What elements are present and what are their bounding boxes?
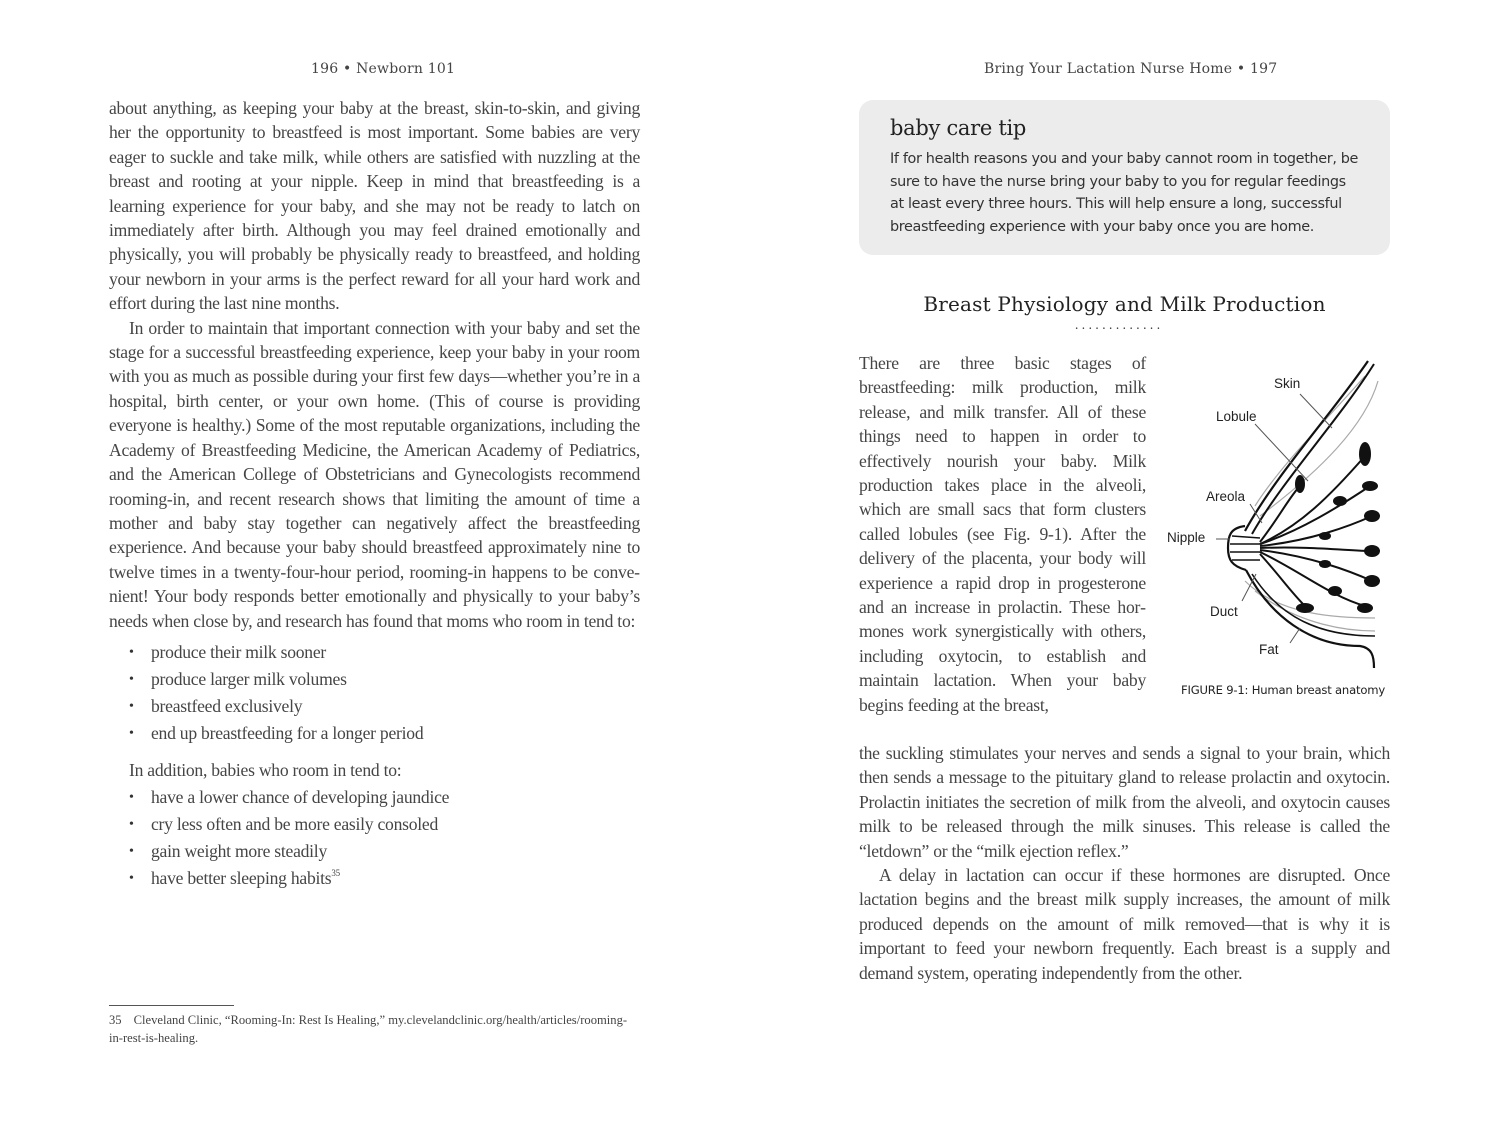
figure-caption: FIGURE 9-1: Human breast anatomy (1181, 683, 1385, 697)
list-item: • have better sleeping habits$^{35}$ (109, 865, 640, 892)
breast-anatomy-figure (1160, 356, 1390, 706)
list-item: • cry less often and be more easily consoled (109, 811, 640, 838)
paragraph: about anything, as keeping your baby at the breast, skin-to-skin, and giving her the opportunity to breastfeed is most important. Some babies are very eager to suckle and take milk, while others are satisfied with nuzzling at the breast and rooting at your nipple. Keep in mind that breastfeeding is a learning experience for your baby, and she may not be ready to latch on immediately after birth. Although you may feel drained emotionally and physically, you will probably be physically ready to breastfeed, and holding your newborn in your arms is the perfect reward for all your hard work and effort during the last nine months. (109, 98, 640, 314)
label-fat: Fat (1259, 642, 1279, 657)
moms-benefits-list (109, 639, 640, 747)
label-duct: Duct (1210, 604, 1238, 619)
paragraph: There are three basic stages of breastfeeding: milk production, milk release, and milk transfer. All of these things need to happen in order to effectively nourish your baby. Milk production takes place in the alveoli, which are small sacs that form clusters called lobules (see Fig. 9-1). After the delivery of the placenta, your body will experience a rapid drop in progesterone and an increase in prolactin. These hormones work synergistically with others, including oxytocin, to establish and maintain lactation. When your baby begins feeding at the breast, (859, 353, 1146, 715)
footnote-divider (109, 1005, 234, 1006)
label-skin: Skin (1274, 376, 1301, 391)
babies-benefits-list (109, 784, 640, 892)
wrapped-text-column (859, 351, 1146, 717)
bullet-icon: • (129, 644, 134, 660)
bullet-icon: • (129, 843, 134, 859)
list-item: • produce their milk sooner (109, 639, 640, 666)
baby-care-tip-box (859, 100, 1390, 255)
bullet-icon: • (129, 789, 134, 805)
left-text-column (109, 96, 640, 892)
list-item: • gain weight more steadily (109, 838, 640, 865)
paragraph: the suckling stimulates your nerves and sends a signal to your brain, which then sends a message to the pituitary gland to release prolactin and oxytocin. Prolactin initiates the secretion of milk from the alveoli, and oxytocin causes milk to be released through the milk sinuses. This release is called the “letdown” or the “milk ejection reflex.” (859, 743, 1390, 861)
tip-title: baby care tip (890, 116, 1027, 140)
running-head-right: Bring Your Lactation Nurse Home • 197 (984, 61, 1278, 77)
section-heading: Breast Physiology and Milk Production (923, 292, 1326, 316)
bullet-icon: • (129, 671, 134, 687)
addition-intro: In addition, babies who room in tend to: (129, 759, 402, 780)
bullet-icon: • (129, 816, 134, 832)
right-page (750, 0, 1500, 1125)
paragraph: In order to maintain that important connection with your baby and set the stage for a successful breastfeeding experience, keep your baby in your room with you as much as possible during your first few days—whether you’re in a hospital, birth center, or your own home. (This of course is providing everyone is healthy.) Some of the most reputable organizations, including the Academy of Breastfeeding Medicine, the American Academy of Pediatrics, and the American College of Obstetricians and Gynecologists recommend rooming-in, and recent research shows that limiting the amount of time a mother and baby stay together can negatively affect the breastfeeding experience. And because your baby should breastfeed approximately nine to twelve times in a twenty-four-hour period, rooming-in happens to be convenient! Your body responds better emotionally and physically to your baby’s needs when close by, and research has found that moms who room in tend to: (109, 317, 640, 631)
heading-ornament: ............. (1074, 318, 1164, 332)
footnote-number: 35 (109, 1013, 122, 1027)
paragraph: A delay in lactation can occur if these hormones are disrupted. Once lactation begins and the breast milk supply increases, the amount of milk produced depends on the amount of milk removed—that is why it is important to feed your newborn frequently. Each breast is a supply and demand system, operating independently from the other. (859, 865, 1390, 983)
label-nipple: Nipple (1167, 530, 1206, 545)
list-item: • breastfeed exclusively (109, 693, 640, 720)
list-item: • have a lower chance of developing jaundice (109, 784, 640, 811)
list-item: • produce larger milk volumes (109, 666, 640, 693)
footnote (109, 1011, 629, 1047)
bullet-icon: • (129, 870, 134, 886)
tip-text: If for health reasons you and your baby cannot room in together, be sure to have the nurse bring your baby to you for regular feedings at least every three hours. This will help ensure a long, successful breastfeeding experience with your baby once you are home. (890, 151, 1359, 235)
full-text-column (859, 741, 1390, 985)
footnote-reference[interactable]: 35 (331, 867, 340, 878)
breast-anatomy-diagram (1160, 356, 1390, 676)
bullet-icon: • (129, 698, 134, 714)
label-areola: Areola (1206, 489, 1246, 504)
bullet-icon: • (129, 725, 134, 741)
list-item: • end up breastfeeding for a longer period (109, 720, 640, 747)
footnote-text: Cleveland Clinic, “Rooming-In: Rest Is Healing,” my.clevelandclinic.org/health/articles/rooming-in-rest-is-healing. (109, 1013, 628, 1045)
running-head-left: 196 • Newborn 101 (311, 61, 456, 77)
label-lobule: Lobule (1216, 409, 1257, 424)
